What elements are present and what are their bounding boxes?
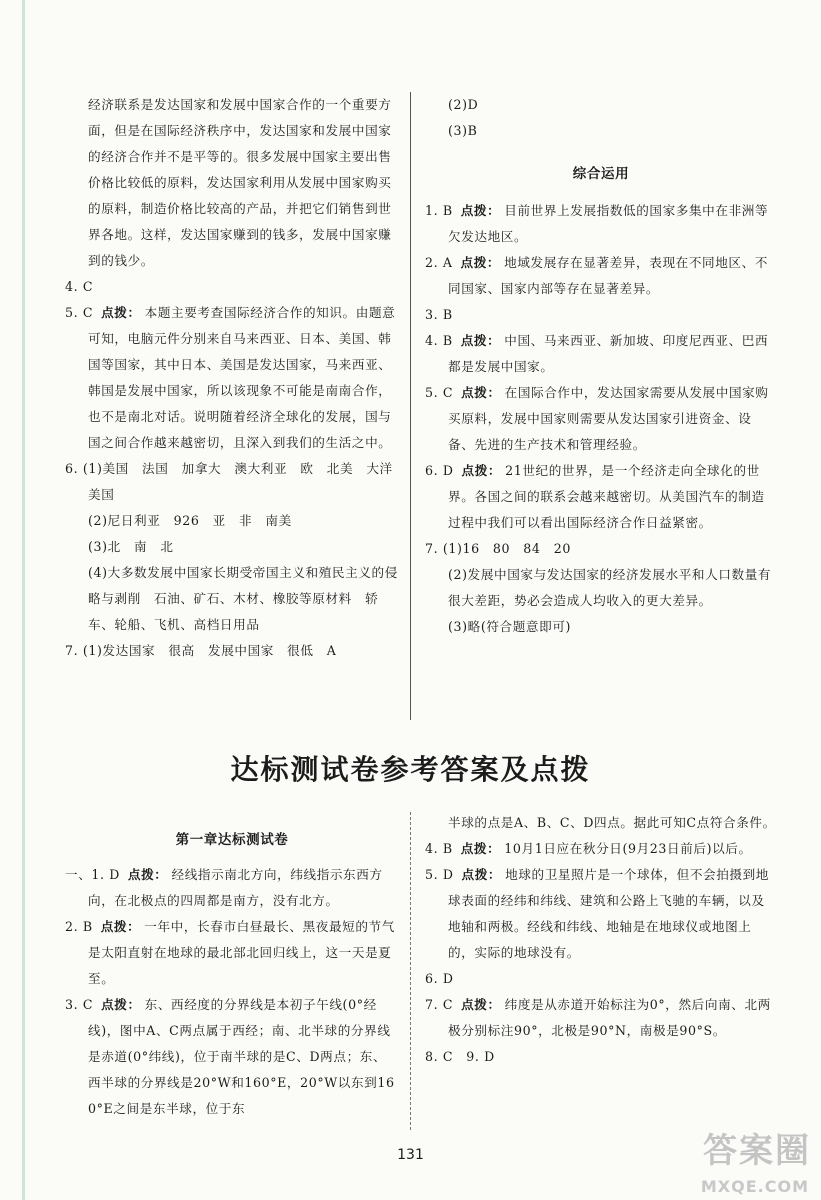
hint-label: 点拨： [460, 841, 501, 856]
top-left-column [65, 92, 399, 664]
answer-choice: C [78, 279, 94, 294]
answer-text: 纬度是从赤道开始标注为0°，然后向南、北两极分别标注90°，北极是90°N，南极是90°S。 [448, 997, 771, 1038]
answer-number: 6. [425, 463, 439, 478]
answer-item [425, 536, 777, 562]
answer-text: 地域发展存在显著差异，表现在不同地区、不同国家、国家内部等存在显著差异。 [448, 255, 768, 296]
answer-text: (3)北 南 北 [88, 539, 174, 554]
answer-number: 7. [65, 643, 79, 658]
hint-label: 点拨： [461, 997, 501, 1012]
answer-item [425, 380, 777, 458]
hint-label: 点拨： [127, 867, 168, 882]
answer-text: 本题主要考查国际经济合作的知识。由题意可知，电脑元件分别来自马来西亚、日本、美国、韩国等国家，其中日本、美国是发达国家，马来西亚、韩国是发展中国家，所以该现象不可能是南南合作，也不是南北对话。说明随着经济全球化的发展，国与国之间合作越来越密切，且深入到我们的生活之中。 [88, 305, 396, 450]
top-right-answers [425, 198, 777, 640]
answer-number: 2. [425, 255, 439, 270]
answer-item [425, 836, 777, 862]
watermark-url: MXQE.COM [700, 1177, 809, 1196]
answer-item [425, 862, 777, 966]
answer-item [65, 300, 399, 456]
binding-strip [22, 0, 25, 1200]
hint-label: 点拨： [100, 919, 141, 934]
answer-item [65, 274, 399, 300]
hint-label: 点拨： [461, 867, 502, 882]
top-column-divider [410, 92, 411, 720]
answer-item [65, 534, 399, 560]
answer-item [425, 810, 777, 836]
answer-choice: B [438, 307, 453, 322]
answer-choice: D [104, 867, 120, 882]
bottom-left-answers [65, 862, 399, 1122]
answer-text: 半球的点是A、B、C、D四点。据此可知C点符合条件。 [448, 815, 776, 830]
answer-choice: B [438, 333, 453, 348]
answer-number: 一、1. [65, 867, 105, 882]
answer-text: 在国际合作中，发达国家需要从发展中国家购买原料，发展中国家则需要从发达国家引进资金、设备、先进的生产技术和管理经验。 [448, 385, 769, 452]
answer-choice: C [78, 997, 94, 1012]
hint-label: 点拨： [461, 463, 502, 478]
answer-item [425, 562, 777, 614]
answer-choice: B [78, 919, 93, 934]
answer-number: 6. [425, 971, 439, 986]
watermark-logo: 答案圈 [703, 1131, 811, 1171]
answer-choice: A [438, 255, 453, 270]
answer-item: (3)B [448, 123, 478, 138]
answer-choice: (1)美国 法国 加拿大 澳大利亚 欧 北美 大洋美国 [78, 461, 393, 502]
answer-text: (2)发展中国家与发达国家的经济发展水平和人口数量有很大差距，势必会造成人均收入的更大差异。 [448, 567, 772, 608]
bottom-right-column [425, 810, 777, 1070]
answer-number: 7. [425, 997, 439, 1012]
bottom-left-column [65, 818, 399, 1122]
answer-item [425, 992, 777, 1044]
hint-label: 点拨： [101, 997, 141, 1012]
answer-number: 3. [425, 307, 439, 322]
answer-number: 5. [65, 305, 79, 320]
answer-choice: C [78, 305, 94, 320]
answer-text: 中国、马来西亚、新加坡、印度尼西亚、巴西都是发展中国家。 [448, 333, 769, 374]
hint-label: 点拨： [460, 333, 501, 348]
answer-text: (3)略(符合题意即可) [448, 619, 572, 634]
answer-item [65, 914, 399, 992]
answer-text: 东、西经度的分界线是本初子午线(0°经线)，图中A、C两点属于西经；南、北半球的分界线是赤道(0°纬线)，位于南半球的是C、D两点；东、西半球的分界线是20°W和160°E，20°W以东到160°E之间是东半球，位于东 [88, 997, 395, 1116]
section-title-chapter-one: 第一章达标测试卷 [175, 832, 289, 848]
answer-choice: D [438, 463, 454, 478]
answer-number: 5. [425, 867, 439, 882]
answer-number: 3. [65, 997, 79, 1012]
answer-choice: C 9. D [438, 1049, 495, 1064]
answer-item [65, 862, 399, 914]
answer-item [65, 560, 399, 638]
answer-item [425, 966, 777, 992]
answer-item [65, 992, 399, 1122]
top-right-column [425, 92, 777, 640]
answer-number: 1. [425, 203, 439, 218]
bottom-column-divider [410, 812, 411, 1130]
answer-choice: C [438, 385, 454, 400]
answer-item [425, 614, 777, 640]
answer-number: 4. [65, 279, 79, 294]
answer-choice: (1)发达国家 很高 发展中国家 很低 A [78, 643, 337, 658]
answer-text: 经线指示南北方向，纬线指示东西方向，在北极点的四周都是南方，没有北方。 [88, 867, 383, 908]
answer-item: (2)D [448, 97, 479, 112]
answer-number: 8. [425, 1049, 439, 1064]
answer-text: (2)尼日利亚 926 亚 非 南美 [88, 513, 292, 528]
answer-item [425, 302, 777, 328]
hint-label: 点拨： [460, 203, 501, 218]
answer-choice: D [438, 971, 454, 986]
answer-item [425, 198, 777, 250]
answer-text: 经济联系是发达国家和发展中国家合作的一个重要方面，但是在国际经济秩序中，发达国家和发展中国家的经济合作并不是平等的。很多发展中国家主要出售价格比较低的原料，发达国家利用从发展中国家购买的原料，制造价格比较高的产品，并把它们销售到世界各地。这样，发达国家赚到的钱多，发展中国家赚到的钱少。 [88, 97, 392, 268]
answer-item [65, 456, 399, 508]
answer-text: 21世纪的世界，是一个经济走向全球化的世界。各国之间的联系会越来越密切。从美国汽车的制造过程中我们可以看出国际经济合作日益紧密。 [448, 463, 765, 530]
answer-item [65, 638, 399, 664]
answer-choice: D [438, 867, 454, 882]
top-right-pre-answers [425, 92, 777, 144]
answer-item [425, 328, 777, 380]
hint-label: 点拨： [460, 255, 501, 270]
hint-label: 点拨： [461, 385, 501, 400]
hint-label: 点拨： [101, 305, 141, 320]
section-title-comprehensive: 综合运用 [572, 166, 630, 182]
page-number: 131 [397, 1147, 424, 1163]
answer-item [425, 458, 777, 536]
answer-text: (4)大多数发展中国家长期受帝国主义和殖民主义的侵略与剥削 石油、矿石、木材、橡胶等原材料 轿车、轮船、飞机、高档日用品 [88, 565, 398, 632]
answer-number: 7. [425, 541, 439, 556]
answer-number: 4. [425, 841, 439, 856]
answer-text: 10月1日应在秋分日(9月23日前后)以后。 [504, 841, 752, 856]
answer-choice: (1)16 80 84 20 [438, 541, 571, 556]
answer-choice: B [438, 203, 453, 218]
answer-number: 2. [65, 919, 79, 934]
answer-text: 地球的卫星照片是一个球体，但不会拍摄到地球表面的经纬和纬线、建筑和公路上飞驰的车辆，以及地轴和两极。经线和纬线、地轴是在地球仪或地图上的，实际的地球没有。 [448, 867, 769, 960]
main-title: 达标测试卷参考答案及点拨 [230, 753, 591, 786]
answer-number: 4. [425, 333, 439, 348]
answer-item [65, 92, 399, 274]
answer-choice: B [438, 841, 453, 856]
answer-item [425, 250, 777, 302]
answer-choice: C [438, 997, 454, 1012]
answer-number: 6. [65, 461, 79, 476]
answer-number: 5. [425, 385, 439, 400]
answer-text: 一年中，长春市白昼最长、黑夜最短的节气是太阳直射在地球的最北部北回归线上，这一天是夏至。 [88, 919, 395, 986]
answer-item [425, 1044, 777, 1070]
answer-item [65, 508, 399, 534]
answer-text: 目前世界上发展指数低的国家多集中在非洲等欠发达地区。 [448, 203, 769, 244]
